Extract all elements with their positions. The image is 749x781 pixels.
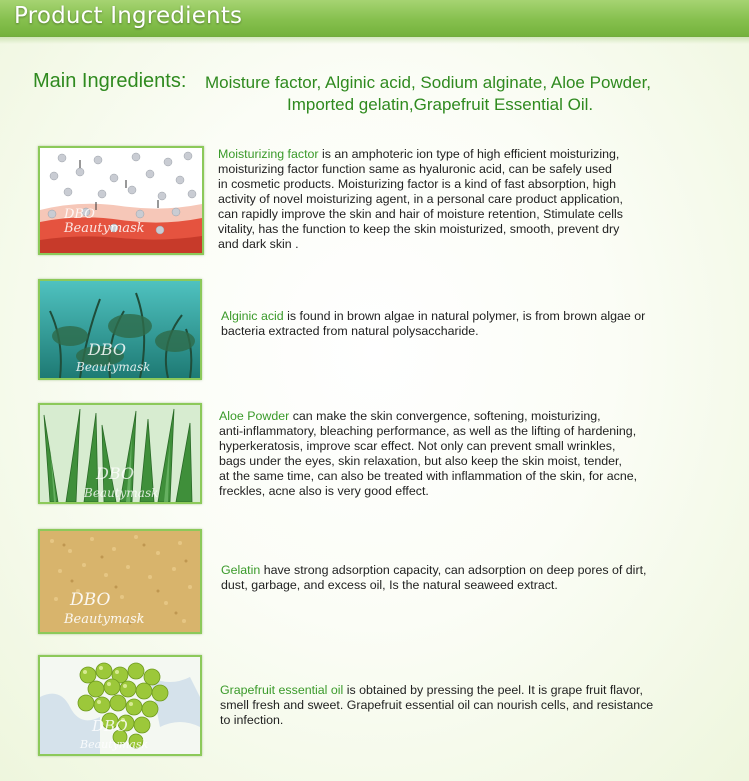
description-line — [221, 563, 721, 578]
description-line: moisturizing factor function same as hyaluronic acid, can be safely used — [218, 162, 612, 176]
gelatin-image — [38, 529, 202, 634]
description-line — [219, 409, 719, 424]
grapefruit-oil-description — [220, 683, 720, 728]
watermark-sub-5: Beautymask — [80, 738, 149, 751]
moisturizing-factor-image — [38, 146, 204, 255]
description-line: smell fresh and sweet. Grapefruit essential oil can nourish cells, and resistance — [220, 698, 654, 712]
main-ingredients-line-2: Imported gelatin,Grapefruit Essential Oil. — [287, 95, 594, 114]
description-text: is found in brown algae in natural polymer, is from brown algae or — [283, 309, 646, 323]
description-line: bacteria extracted from natural polysaccharide. — [221, 324, 479, 338]
watermark-brand-3: DBO — [96, 464, 134, 483]
main-ingredients-line-1: Moisture factor, Alginic acid, Sodium alginate, Aloe Powder, — [205, 73, 652, 92]
description-line: vitality, has the function to keep the skin moisturized, smooth, prevent dry — [218, 222, 620, 236]
aloe-powder-description — [219, 409, 719, 499]
page-title: Product Ingredients — [14, 3, 243, 29]
description-line — [218, 147, 718, 162]
watermark-sub-4: Beautymask — [64, 612, 145, 627]
moisturizing-factor-description — [218, 147, 718, 252]
description-line: in cosmetic products. Moisturizing factor is a kind of fast absorption, high — [218, 177, 617, 191]
ingredient-term: Gelatin — [221, 563, 261, 577]
watermark-sub-1: Beautymask — [64, 221, 145, 236]
header-shadow — [0, 36, 749, 44]
watermark-brand-2: DBO — [88, 340, 126, 359]
watermark-sub-2: Beautymask — [76, 360, 151, 374]
grapefruit-oil-image — [38, 655, 202, 756]
description-line: freckles, acne also is very good effect. — [219, 484, 429, 498]
description-text: is obtained by pressing the peel. It is grape fruit flavor, — [343, 683, 643, 697]
description-line: at the same time, can also be treated with inflammation of the skin, for acne, — [219, 469, 638, 483]
description-line: anti-inflammatory, bleaching performance, as well as the lifting of hardening, — [219, 424, 637, 438]
description-line — [221, 309, 721, 324]
watermark-1 — [64, 208, 184, 236]
ingredient-term: Aloe Powder — [219, 409, 290, 423]
description-text: can make the skin convergence, softening, moisturizing, — [289, 409, 601, 423]
gelatin-description — [221, 563, 721, 593]
watermark-brand-5: DBO — [92, 717, 128, 735]
description-text: is an amphoteric ion type of high efficient moisturizing, — [318, 147, 620, 161]
main-ingredients-label: Main Ingredients: — [33, 70, 187, 92]
watermark-sub-3: Beautymask — [84, 486, 159, 500]
watermark-brand-4: DBO — [70, 590, 111, 610]
description-line: activity of novel moisturizing agent, in a personal care product application, — [218, 192, 623, 206]
alginic-acid-description — [221, 309, 721, 339]
ingredient-term: Moisturizing factor — [218, 147, 319, 161]
description-line: and dark skin . — [218, 237, 299, 251]
alginic-acid-image — [38, 279, 202, 380]
ingredient-term: Grapefruit essential oil — [220, 683, 344, 697]
description-text: have strong adsorption capacity, can adsorption on deep pores of dirt, — [260, 563, 647, 577]
description-line: bags under the eyes, skin relaxation, but also keep the skin moist, tender, — [219, 454, 622, 468]
description-line: hyperkeratosis, improve scar effect. Not only can prevent small wrinkles, — [219, 439, 616, 453]
watermark-brand-1: DBO — [64, 207, 95, 222]
header-bar — [0, 0, 749, 37]
description-line: dust, garbage, and excess oil, Is the natural seaweed extract. — [221, 578, 558, 592]
description-line — [220, 683, 720, 698]
aloe-powder-image — [38, 403, 202, 504]
ingredient-term: Alginic acid — [221, 309, 284, 323]
description-line: to infection. — [220, 713, 284, 727]
description-line: can rapidly improve the skin and hair of moisture retention, Stimulate cells — [218, 207, 623, 221]
